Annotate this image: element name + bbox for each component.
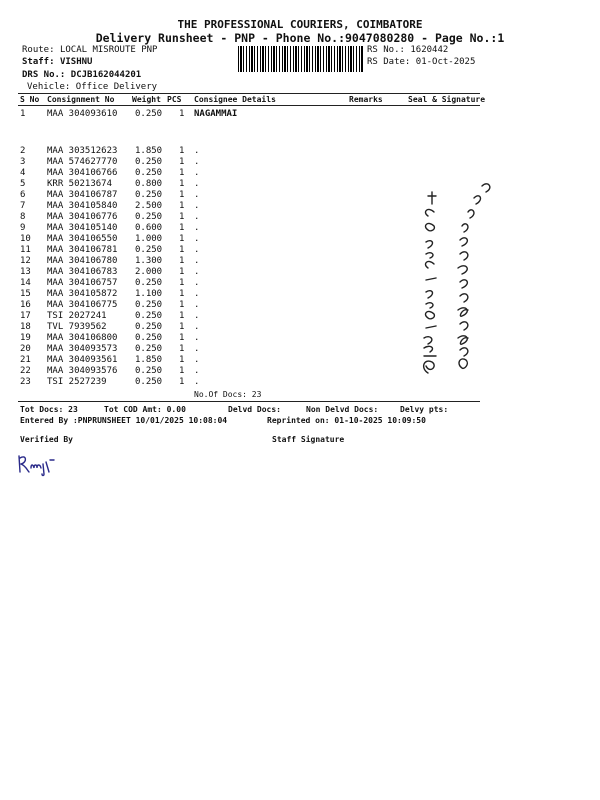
cell-pcs: 1 [179, 179, 185, 189]
drs-label: DRS No.: [22, 70, 66, 80]
cell-sno: 10 [20, 234, 31, 244]
cell-weight: 0.250 [135, 322, 163, 332]
cell-weight: 2.000 [135, 267, 163, 277]
cell-sno: 21 [20, 355, 31, 365]
col-consignment: Consignment No [47, 95, 115, 104]
table-row [0, 300, 480, 311]
col-pcs: PCS [167, 95, 182, 104]
staff-line [22, 57, 92, 67]
cell-consignment: MAA 304106776 [47, 212, 118, 222]
table-row [0, 223, 480, 234]
cell-consignment: MAA 304105872 [47, 289, 118, 299]
table-row [0, 355, 480, 366]
cell-pcs: 1 [179, 245, 185, 255]
route-value: LOCAL MISROUTE PNP [59, 45, 158, 55]
cell-sno: 13 [20, 267, 31, 277]
cell-consignment: TSI 2527239 [47, 377, 107, 387]
table-row [0, 333, 480, 344]
no-of-docs: No.Of Docs: 23 [194, 390, 262, 399]
cell-pcs: 1 [179, 234, 185, 244]
cell-consignee: . [194, 311, 200, 321]
table-row [0, 146, 480, 157]
cell-pcs: 1 [179, 146, 185, 156]
table-header-rule [18, 105, 480, 106]
table-row [0, 201, 480, 212]
rs-date-label: RS Date: [367, 57, 411, 67]
cell-sno: 19 [20, 333, 31, 343]
table-row [0, 179, 480, 190]
delvy-pts: Delvy pts: [400, 405, 449, 414]
cell-pcs: 1 [179, 267, 185, 277]
cell-pcs: 1 [179, 190, 185, 200]
cell-sno: 23 [20, 377, 31, 387]
cell-weight: 0.250 [135, 190, 163, 200]
cell-pcs: 1 [179, 256, 185, 266]
cell-consignee: . [194, 168, 200, 178]
cell-consignment: MAA 304105840 [47, 201, 118, 211]
cell-sno: 2 [20, 146, 26, 156]
cell-weight: 1.000 [135, 234, 163, 244]
cell-consignee: . [194, 366, 200, 376]
cell-consignee: . [194, 377, 200, 387]
cell-consignment: MAA 303512623 [47, 146, 118, 156]
cell-pcs: 1 [179, 168, 185, 178]
col-seal-signature: Seal & Signature [408, 95, 486, 104]
cell-consignee: . [194, 300, 200, 310]
cell-consignee: . [194, 355, 200, 365]
cell-weight: 0.250 [135, 311, 163, 321]
cell-consignee: . [194, 256, 200, 266]
cell-consignment: MAA 304093561 [47, 355, 118, 365]
cell-sno: 3 [20, 157, 26, 167]
rs-date-line [367, 57, 475, 67]
cell-sno: 16 [20, 300, 31, 310]
cell-sno: 8 [20, 212, 26, 222]
cell-sno: 4 [20, 168, 26, 178]
runsheet-subtitle: Delivery Runsheet - PNP - Phone No.:9047080280 - Page No.:1 [95, 31, 505, 45]
cell-sno: 14 [20, 278, 31, 288]
cell-consignee: . [194, 333, 200, 343]
vehicle-label: Vehicle: [27, 82, 71, 92]
cell-consignee: . [194, 212, 200, 222]
cell-consignment: MAA 304093610 [47, 109, 118, 119]
cell-weight: 0.250 [135, 333, 163, 343]
table-bottom-rule [18, 401, 480, 402]
cell-consignee: . [194, 146, 200, 156]
verified-signature [16, 452, 66, 478]
cell-pcs: 1 [179, 355, 185, 365]
cell-weight: 0.250 [135, 278, 163, 288]
table-row [0, 289, 480, 300]
cell-consignee: . [194, 157, 200, 167]
cell-sno: 18 [20, 322, 31, 332]
company-title: THE PROFESSIONAL COURIERS, COIMBATORE [177, 18, 423, 31]
cell-sno: 5 [20, 179, 26, 189]
cell-weight: 0.250 [135, 109, 163, 119]
col-weight: Weight [132, 95, 161, 104]
cell-pcs: 1 [179, 366, 185, 376]
cell-sno: 7 [20, 201, 26, 211]
cell-pcs: 1 [179, 223, 185, 233]
cell-weight: 0.250 [135, 212, 163, 222]
tot-cod-amt: Tot COD Amt: 0.00 [104, 405, 186, 414]
cell-consignment: MAA 574627770 [47, 157, 118, 167]
cell-weight: 2.500 [135, 201, 163, 211]
cell-consignee: . [194, 344, 200, 354]
cell-pcs: 1 [179, 344, 185, 354]
cell-pcs: 1 [179, 300, 185, 310]
vehicle-line [27, 82, 157, 92]
cell-weight: 0.250 [135, 157, 163, 167]
route-line [22, 45, 157, 55]
cell-weight: 0.800 [135, 179, 163, 189]
staff-signature-label: Staff Signature [272, 435, 345, 444]
delvd-docs: Delvd Docs: [228, 405, 281, 414]
rs-date-value: 01-Oct-2025 [415, 57, 476, 67]
col-consignee: Consignee Details [194, 95, 276, 104]
rs-no-label: RS No.: [367, 45, 405, 55]
table-row [0, 311, 480, 322]
drs-line [22, 70, 141, 80]
cell-consignment: MAA 304106757 [47, 278, 118, 288]
cell-weight: 0.250 [135, 344, 163, 354]
cell-sno: 22 [20, 366, 31, 376]
cell-consignment: MAA 304106800 [47, 333, 118, 343]
entered-by: Entered By :PNPRUNSHEET 10/01/2025 10:08:04 [20, 416, 228, 425]
cell-consignee: . [194, 234, 200, 244]
table-row [0, 234, 480, 245]
cell-pcs: 1 [179, 377, 185, 387]
cell-consignment: KRR 50213674 [47, 179, 113, 189]
table-row [0, 168, 480, 179]
cell-pcs: 1 [179, 278, 185, 288]
cell-weight: 0.250 [135, 245, 163, 255]
cell-sno: 9 [20, 223, 26, 233]
cell-consignee: . [194, 267, 200, 277]
table-row [0, 190, 480, 201]
cell-consignment: TVL 7939562 [47, 322, 107, 332]
handwritten-delivery-note [410, 168, 510, 383]
cell-consignment: MAA 304106787 [47, 190, 118, 200]
table-row [0, 109, 480, 120]
cell-weight: 1.100 [135, 289, 163, 299]
non-delvd-docs: Non Delvd Docs: [306, 405, 379, 414]
cell-pcs: 1 [179, 157, 185, 167]
staff-value: VISHNU [59, 57, 93, 67]
cell-weight: 0.250 [135, 300, 163, 310]
rs-no-value: 1620442 [410, 45, 449, 55]
cell-consignment: MAA 304106550 [47, 234, 118, 244]
cell-pcs: 1 [179, 201, 185, 211]
cell-consignment: MAA 304106775 [47, 300, 118, 310]
cell-sno: 6 [20, 190, 26, 200]
cell-sno: 17 [20, 311, 31, 321]
tot-docs: Tot Docs: 23 [20, 405, 78, 414]
cell-pcs: 1 [179, 289, 185, 299]
cell-pcs: 1 [179, 212, 185, 222]
staff-label: Staff: [22, 57, 55, 67]
table-row [0, 245, 480, 256]
cell-weight: 0.250 [135, 168, 163, 178]
cell-pcs: 1 [179, 311, 185, 321]
table-row [0, 267, 480, 278]
cell-consignee: . [194, 289, 200, 299]
cell-consignee: . [194, 179, 200, 189]
drs-value: DCJB162044201 [70, 70, 142, 80]
cell-sno: 15 [20, 289, 31, 299]
cell-sno: 12 [20, 256, 31, 266]
table-row [0, 212, 480, 223]
table-top-rule [18, 93, 480, 94]
cell-consignment: MAA 304106781 [47, 245, 118, 255]
cell-consignee: . [194, 201, 200, 211]
cell-weight: 1.300 [135, 256, 163, 266]
cell-consignment: TSI 2027241 [47, 311, 107, 321]
cell-consignment: MAA 304106766 [47, 168, 118, 178]
barcode [238, 46, 364, 72]
cell-consignment: MAA 304105140 [47, 223, 118, 233]
col-remarks: Remarks [349, 95, 383, 104]
cell-consignee: . [194, 223, 200, 233]
cell-weight: 0.250 [135, 366, 163, 376]
table-row [0, 278, 480, 289]
table-row [0, 256, 480, 267]
cell-sno: 11 [20, 245, 31, 255]
cell-consignment: MAA 304106780 [47, 256, 118, 266]
route-label: Route: [22, 45, 55, 55]
cell-pcs: 1 [179, 109, 185, 119]
cell-consignee: . [194, 278, 200, 288]
table-row [0, 322, 480, 333]
cell-pcs: 1 [179, 333, 185, 343]
cell-sno: 1 [20, 109, 26, 119]
table-row [0, 157, 480, 168]
cell-consignment: MAA 304093573 [47, 344, 118, 354]
cell-weight: 0.250 [135, 377, 163, 387]
cell-pcs: 1 [179, 322, 185, 332]
verified-by-label: Verified By [20, 435, 73, 444]
cell-weight: 1.850 [135, 355, 163, 365]
col-sno: S No [20, 95, 40, 104]
cell-weight: 0.600 [135, 223, 163, 233]
vehicle-value: Office Delivery [75, 82, 158, 92]
cell-consignment: MAA 304106783 [47, 267, 118, 277]
cell-consignee: . [194, 190, 200, 200]
cell-consignment: MAA 304093576 [47, 366, 118, 376]
rs-no-line [367, 45, 448, 55]
cell-consignee: . [194, 322, 200, 332]
cell-consignee: . [194, 245, 200, 255]
table-row [0, 344, 480, 355]
cell-consignee: NAGAMMAI [194, 109, 238, 119]
cell-weight: 1.850 [135, 146, 163, 156]
cell-sno: 20 [20, 344, 31, 354]
table-row [0, 366, 480, 377]
table-row [0, 377, 480, 388]
reprinted-on: Reprinted on: 01-10-2025 10:09:50 [267, 416, 426, 425]
